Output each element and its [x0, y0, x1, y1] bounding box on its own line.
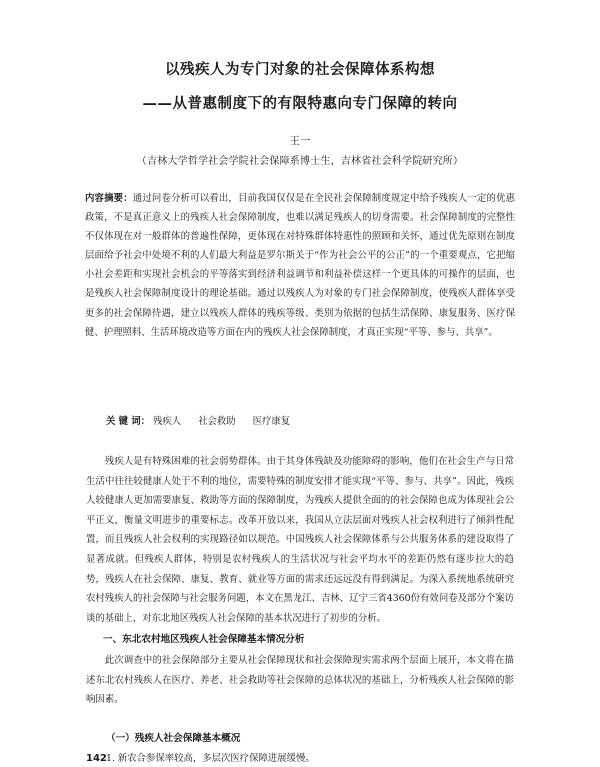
paper-title: 以残疾人为专门对象的社会保障体系构想 — [165, 62, 435, 78]
author-name: 王一 — [289, 135, 311, 147]
keyword-item: 残疾人 — [153, 416, 182, 427]
keyword-item: 社会救助 — [198, 416, 236, 427]
keywords-label: 关 键 词： — [106, 416, 151, 427]
abstract-label: 内容摘要： — [85, 193, 133, 204]
subsection-heading: （一）残疾人社会保障基本概况 — [106, 733, 241, 744]
body-intro — [86, 452, 514, 628]
page-number: 142 — [86, 753, 107, 764]
keyword-item: 医疗康复 — [252, 416, 291, 427]
section-heading: 一、东北农村地区残疾人社会保障基本情况分析 — [103, 634, 305, 645]
body-paragraph: 此次调查中的社会保障部分主要从社会保障现状和社会保障现实需求两个层面上展开，本文将在描述东北农村残疾人在医疗、养老、社会救助等社会保障的总体状况的基础上，分析残疾人社会保障的影响因素。 — [86, 655, 514, 706]
paper-subtitle: ——从普惠制度下的有限特惠向专门保障的转向 — [142, 96, 458, 112]
abstract-text: 通过问卷分析可以看出，目前我国仅仅是在全民社会保障制度规定中给予残疾人一定的优惠政策，不是真正意义上的残疾人社会保障制度，也难以满足残疾人的切身需要。社会保障制度的完整性不仅体现在对一般群体的普遍性保障，更体现在对特殊群体特惠性的照顾和关怀，通过优先原则在制度层面给予社会中处境不利的人们最大利益是罗尔斯关于“作为社会公平的公正”的一个重要观点，它把缩小社会差距和实现社会机会的平等落实到经济利益调节和利益补偿这样一个更具体的可操作的层面，也是残疾人社会保障制度设计的理论基础。通过以残疾人为对象的专门社会保障制度，使残疾人群体享受更多的社会保障待遇，建立以残疾人群体的残疾等级、类别为依据的包括生活保障、康复服务、医疗保健、护理照料、生活环境改造等方面在内的残疾人社会保障制度，才真正实现“平等、参与、共享”。 — [85, 193, 515, 338]
keywords — [106, 413, 506, 427]
author-affiliation: （吉林大学哲学社会学院社会保障系博士生，吉林省社会科学院研究所） — [136, 156, 464, 167]
subsubsection-heading: 1. 新农合参保率较高，多层次医疗保障进展缓慢。 — [106, 753, 315, 764]
body-section-1 — [86, 651, 514, 710]
abstract — [85, 189, 515, 342]
body-paragraph: 残疾人是有特殊困难的社会弱势群体。由于其身体残缺及功能障碍的影响，他们在社会生产与日常生活中往往较健康人处于不利的地位，需要特殊的制度安排才能实现“平等、参与、共享”。因此，残疾人较健康人更加需要康复、救助等方面的保障制度，为残疾人提供全面的的社会保障也成为体现社会公平正义，衡量文明进步的重要标志。改革开放以来，我国从立法层面对残疾人社会权利进行了倾斜性配置，而且残疾人社会权利的实现路径如以规范。中国残疾人社会保障体系与公共服务体系的建设取得了显著成就。但残疾人群体，特别是农村残疾人的生活状况与社会平均水平的差距仍然有逐步拉大的趋势，残疾人在社会保障、康复、教育、就业等方面的需求还远远没有得到满足。为深入系统地系统研究农村残疾人的社会保障与社会服务问题，本文在黑龙江、吉林、辽宁三省4360份有效问卷及部分个案访谈的基础上，对东北地区残疾人社会保障的基本状况进行了初步的分析。 — [86, 456, 514, 624]
